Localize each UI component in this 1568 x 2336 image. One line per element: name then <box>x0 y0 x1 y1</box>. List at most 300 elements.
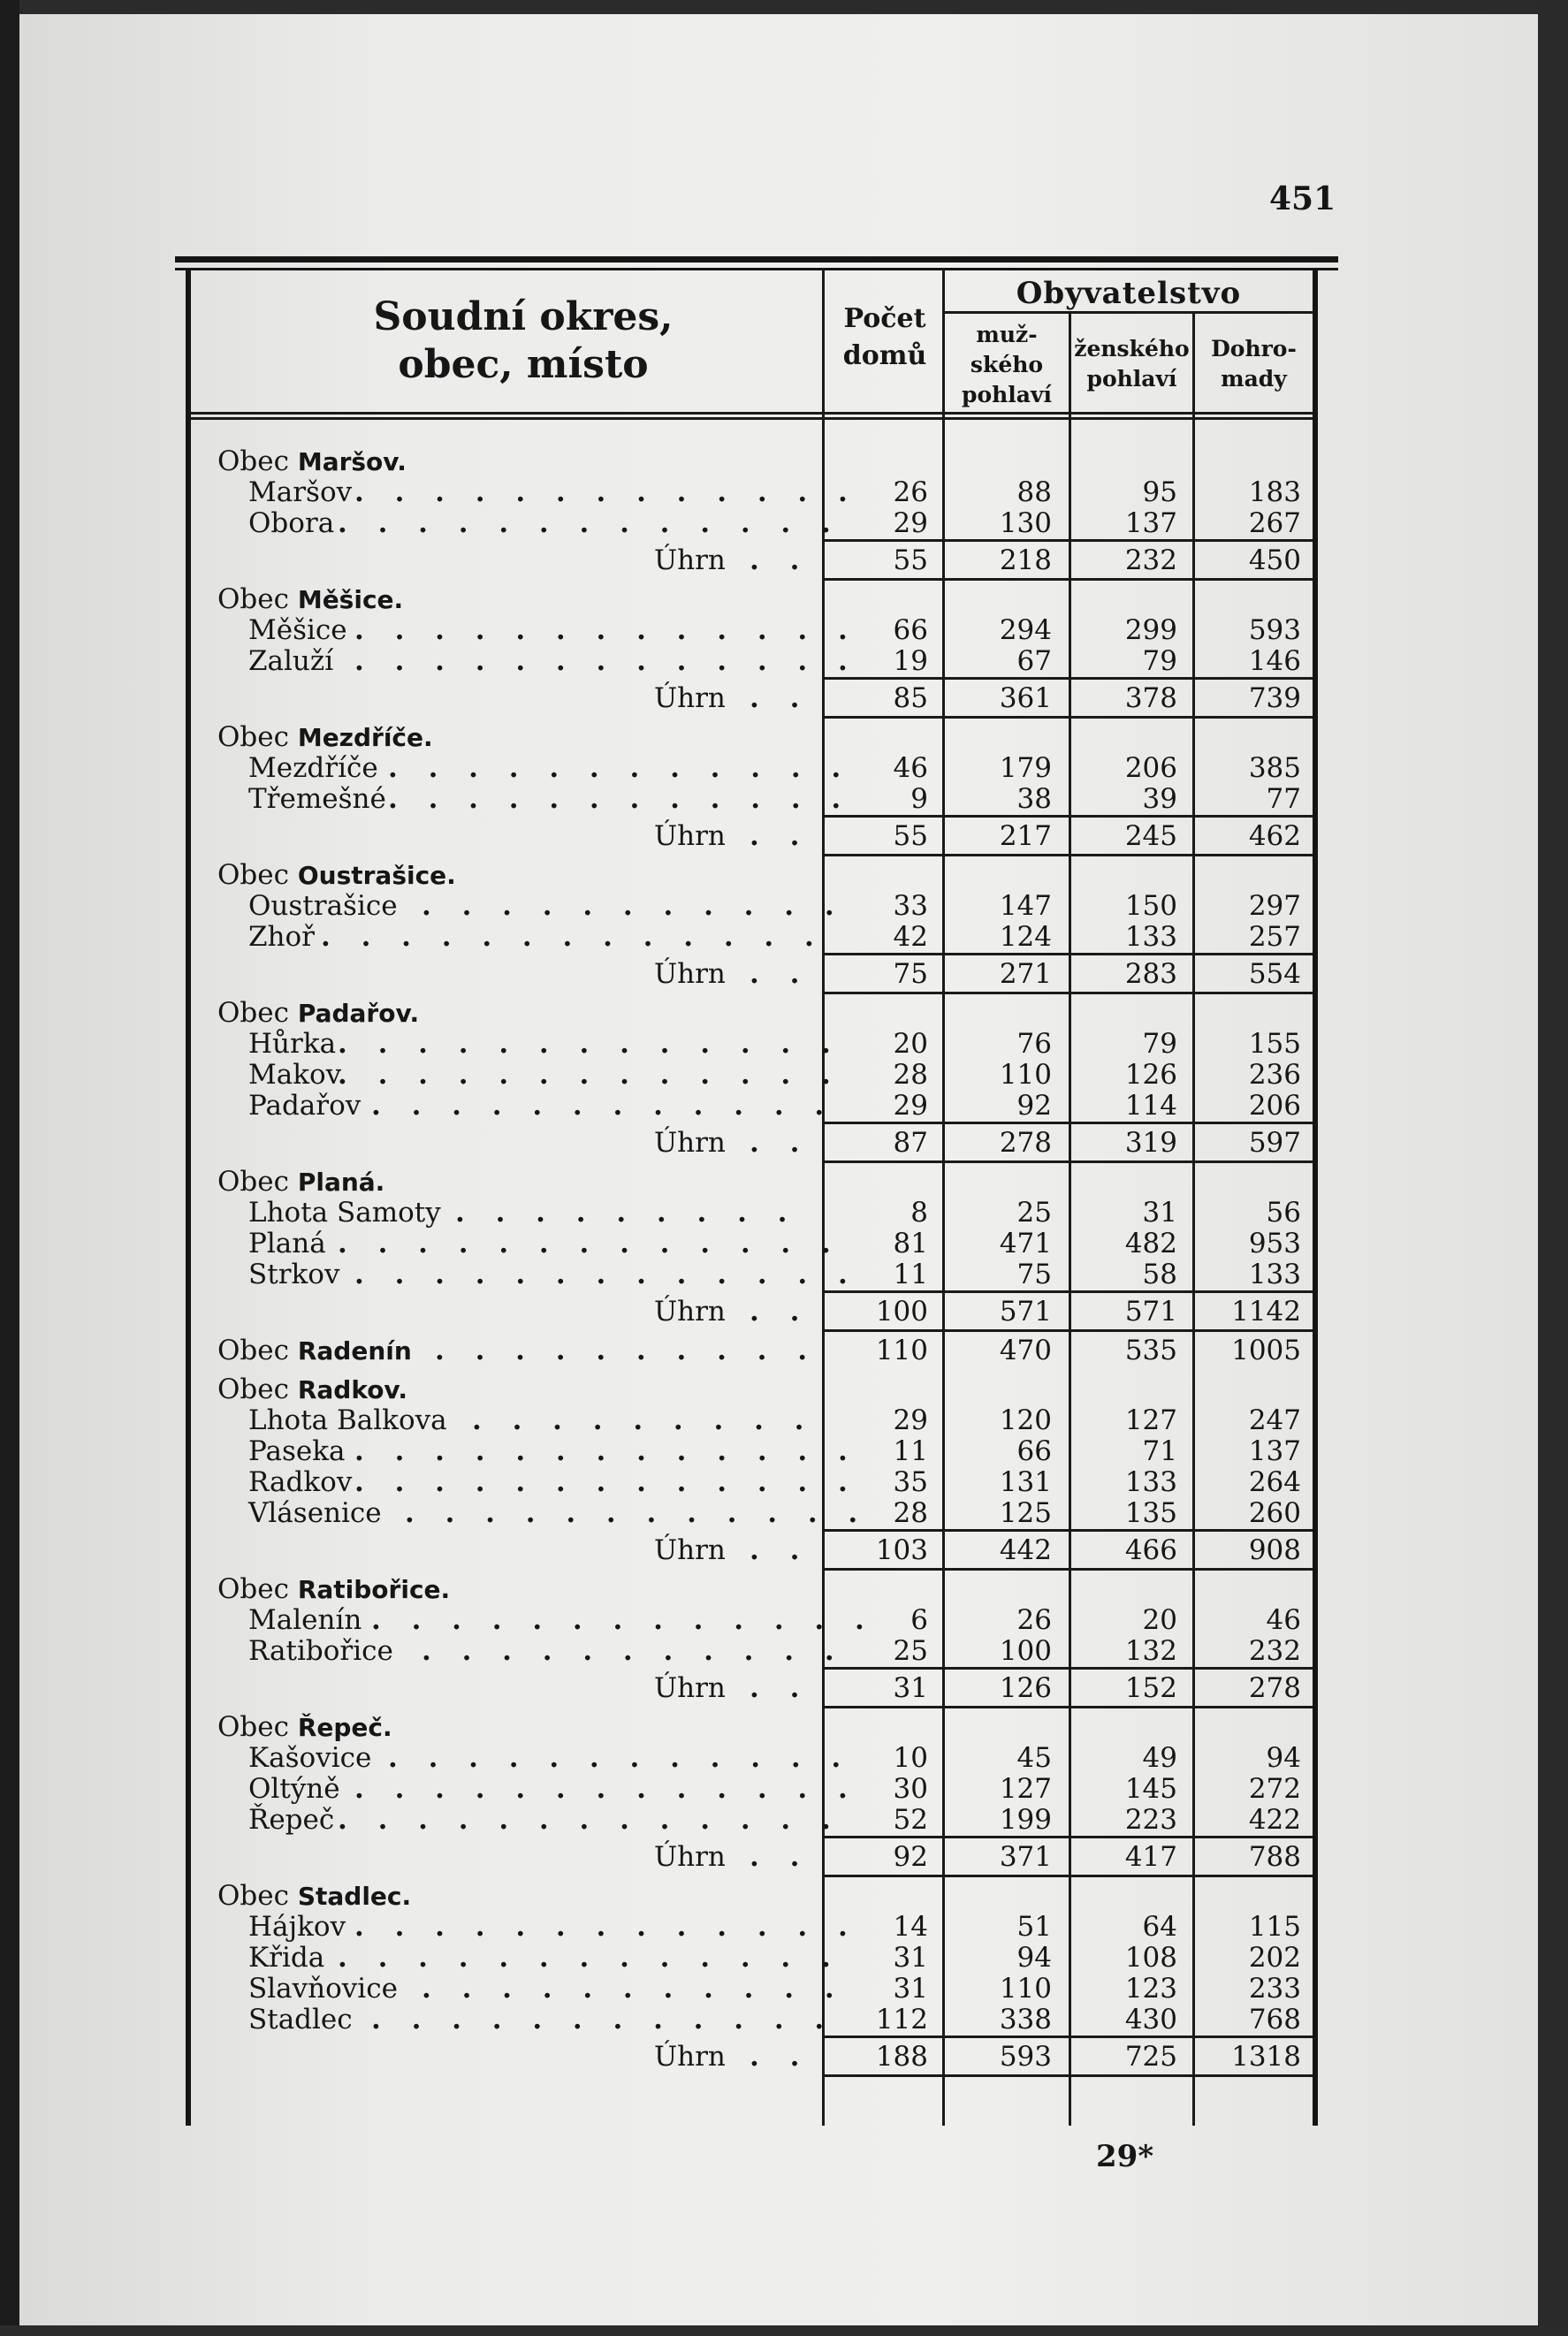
sum-row <box>0 1127 1568 1159</box>
leader-dots: . . . . . . . . . . . . <box>388 783 852 815</box>
leader-dots: . . . . . . . . . . . . . <box>354 476 858 508</box>
male-value: 217 <box>999 820 1052 852</box>
houses-value: 19 <box>893 645 928 677</box>
municipality-prefix: Obec <box>217 1573 289 1605</box>
leader-dots: . . <box>750 1534 811 1566</box>
male-value: 147 <box>999 890 1052 922</box>
houses-value: 29 <box>893 1090 928 1122</box>
sum-row <box>0 1841 1568 1873</box>
female-value: 571 <box>1124 1296 1177 1328</box>
male-value: 131 <box>999 1466 1052 1498</box>
houses-value: 28 <box>893 1059 928 1091</box>
place-name: Paseka <box>248 1435 346 1467</box>
male-value: 75 <box>1016 1259 1052 1290</box>
total-value: 1142 <box>1231 1296 1301 1328</box>
male-value: 66 <box>1016 1435 1052 1467</box>
leader-dots: . . . . . . . . . . . <box>422 1973 845 2005</box>
female-value: 150 <box>1124 890 1177 922</box>
sum-rule-bottom <box>825 1568 1313 1571</box>
leader-dots: . . . . . . . . . . . . . <box>338 1228 841 1259</box>
municipality-row <box>0 1880 1568 1912</box>
header-houses <box>825 301 945 375</box>
houses-value: 100 <box>875 1296 928 1328</box>
female-value: 114 <box>1124 1090 1177 1122</box>
total-value: 788 <box>1248 1841 1301 1873</box>
sum-rule-bottom <box>825 1160 1313 1163</box>
total-value: 146 <box>1248 645 1301 677</box>
municipality-label <box>217 1373 407 1406</box>
place-name: Planá <box>248 1228 326 1259</box>
header-total <box>1195 334 1313 394</box>
table-row <box>0 1028 1568 1060</box>
place-name: Makov <box>248 1059 342 1091</box>
place-name: Strkov <box>248 1259 340 1290</box>
table-row <box>0 1228 1568 1259</box>
header-line: muž- <box>976 322 1038 347</box>
place-name: Oustrašice <box>248 890 398 922</box>
female-value: 232 <box>1124 544 1177 576</box>
male-value: 92 <box>1016 1090 1052 1122</box>
signature-mark: 29* <box>1096 2139 1154 2174</box>
table-row <box>0 1466 1568 1498</box>
sum-label: Úhrn <box>654 958 726 990</box>
houses-value: 103 <box>875 1534 928 1566</box>
municipality-name: Řepeč. <box>297 1713 392 1742</box>
houses-value: 66 <box>893 614 928 646</box>
table-row <box>0 1804 1568 1836</box>
houses-value: 112 <box>875 2004 928 2035</box>
sum-rule-bottom <box>825 578 1313 581</box>
houses-value: 188 <box>875 2041 928 2073</box>
municipality-prefix: Obec <box>217 721 289 753</box>
total-value: 77 <box>1266 783 1301 815</box>
houses-value: 75 <box>893 958 928 990</box>
total-value: 233 <box>1248 1973 1301 2005</box>
municipality-prefix: Obec <box>217 583 289 615</box>
table-row <box>0 645 1568 677</box>
houses-value: 28 <box>893 1497 928 1529</box>
sum-rule <box>825 1667 1313 1670</box>
municipality-label <box>217 997 419 1030</box>
female-value: 137 <box>1124 507 1177 539</box>
female-value: 79 <box>1142 1028 1177 1060</box>
municipality-row <box>0 445 1568 477</box>
sum-label: Úhrn <box>654 682 726 714</box>
place-name: Maršov <box>248 476 353 508</box>
place-name: Vlásenice <box>248 1497 382 1529</box>
place-name: Křida <box>248 1942 325 1974</box>
male-value: 94 <box>1016 1942 1052 1974</box>
houses-value: 55 <box>893 820 928 852</box>
municipality-name: Ratibořice. <box>297 1575 451 1604</box>
total-value: 260 <box>1248 1497 1301 1529</box>
municipality-label <box>217 583 403 616</box>
table-row <box>0 1942 1568 1974</box>
female-value: 133 <box>1124 921 1177 953</box>
table-row <box>0 1435 1568 1467</box>
female-value: 378 <box>1124 682 1177 714</box>
municipality-label <box>217 859 456 892</box>
leader-dots: . . <box>750 1127 811 1159</box>
table-row <box>0 2004 1568 2035</box>
sum-rule-bottom <box>825 854 1313 856</box>
male-value: 271 <box>999 958 1052 990</box>
sum-rule <box>825 2035 1313 2038</box>
municipality-prefix: Obec <box>217 1880 289 1912</box>
sum-label: Úhrn <box>654 820 726 852</box>
municipality-name: Oustrašice. <box>297 861 456 890</box>
municipality-name: Planá. <box>297 1168 385 1197</box>
houses-value: 6 <box>910 1604 928 1636</box>
table-row <box>0 783 1568 815</box>
sum-rule-bottom <box>825 992 1313 994</box>
leader-dots: . . . . . . . . . . <box>435 1335 818 1366</box>
header-line: Počet <box>843 303 926 334</box>
municipality-name: Padařov. <box>297 999 420 1028</box>
sum-rule-bottom <box>825 1875 1313 1877</box>
female-value: 126 <box>1124 1059 1177 1091</box>
leader-dots: . . . . . . . . . . . . . <box>354 1435 858 1467</box>
table-row <box>0 1742 1568 1774</box>
total-value: 115 <box>1248 1911 1301 1943</box>
place-name: Mezdříče <box>248 752 378 784</box>
place-name: Radkov <box>248 1466 353 1498</box>
sum-rule-bottom <box>825 1706 1313 1708</box>
municipality-prefix: Obec <box>217 1335 289 1366</box>
place-name: Ratibořice <box>248 1635 393 1667</box>
total-value: 247 <box>1248 1404 1301 1436</box>
sum-rule <box>825 1836 1313 1838</box>
houses-value: 29 <box>893 1404 928 1436</box>
leader-dots: . . <box>750 1841 811 1873</box>
municipality-prefix: Obec <box>217 997 289 1029</box>
male-value: 76 <box>1016 1028 1052 1060</box>
group-header-rule <box>942 311 1313 314</box>
houses-value: 87 <box>893 1127 928 1159</box>
total-value: 422 <box>1248 1804 1301 1836</box>
municipality-label <box>217 1573 450 1606</box>
total-value: 768 <box>1248 2004 1301 2035</box>
total-value: 297 <box>1248 890 1301 922</box>
municipality-prefix: Obec <box>217 859 289 891</box>
place-name: Měšice <box>248 614 347 646</box>
total-value: 450 <box>1248 544 1301 576</box>
male-value: 294 <box>999 614 1052 646</box>
houses-value: 26 <box>893 476 928 508</box>
female-value: 95 <box>1142 476 1177 508</box>
table-row <box>0 890 1568 922</box>
place-name: Zaluží <box>248 645 334 677</box>
municipality-row <box>0 1373 1568 1405</box>
header-population: Obyvatelstvo <box>1016 276 1242 311</box>
female-value: 152 <box>1124 1672 1177 1704</box>
header-district-place <box>232 293 815 389</box>
female-value: 417 <box>1124 1841 1177 1873</box>
table-row <box>0 507 1568 539</box>
houses-value: 14 <box>893 1911 928 1943</box>
houses-value: 85 <box>893 682 928 714</box>
municipality-name: Mezdříče. <box>297 723 433 752</box>
female-value: 466 <box>1124 1534 1177 1566</box>
table-row <box>0 752 1568 784</box>
table-row <box>0 1404 1568 1436</box>
houses-value: 35 <box>893 1466 928 1498</box>
leader-dots: . . . . . . . . . <box>472 1404 815 1436</box>
place-name: Stadlec <box>248 2004 353 2035</box>
sum-row <box>0 958 1568 990</box>
municipality-label <box>217 445 407 478</box>
municipality-name: Maršov. <box>297 447 407 476</box>
table-row <box>0 1259 1568 1290</box>
total-value: 206 <box>1248 1090 1301 1122</box>
male-value: 100 <box>999 1635 1052 1667</box>
sum-label: Úhrn <box>654 544 726 576</box>
male-value: 51 <box>1016 1911 1052 1943</box>
male-value: 110 <box>999 1973 1052 2005</box>
houses-value: 10 <box>893 1742 928 1774</box>
male-value: 67 <box>1016 645 1052 677</box>
total-value: 257 <box>1248 921 1301 953</box>
total-value: 278 <box>1248 1672 1301 1704</box>
leader-dots: . . . . . . . . . . . . <box>405 1497 869 1529</box>
houses-value: 92 <box>893 1841 928 1873</box>
total-value: 183 <box>1248 476 1301 508</box>
female-value: 64 <box>1142 1911 1177 1943</box>
female-value: 135 <box>1124 1497 1177 1529</box>
total-value: 554 <box>1248 958 1301 990</box>
sum-rule-bottom <box>825 2074 1313 2077</box>
leader-dots: . . . . . . . . . . . . <box>388 1742 852 1774</box>
male-value: 126 <box>999 1672 1052 1704</box>
male-value: 110 <box>999 1059 1052 1091</box>
municipality-name: Stadlec. <box>297 1882 412 1911</box>
total-value: 94 <box>1266 1742 1301 1774</box>
leader-dots: . . . . . . . . . . . <box>422 1635 845 1667</box>
houses-value: 46 <box>893 752 928 784</box>
header-line: ženského <box>1074 336 1190 361</box>
female-value: 482 <box>1124 1228 1177 1259</box>
male-value: 470 <box>999 1335 1052 1366</box>
place-name: Padařov <box>248 1090 362 1122</box>
total-value: 133 <box>1248 1259 1301 1290</box>
total-value: 155 <box>1248 1028 1301 1060</box>
sum-label: Úhrn <box>654 1534 726 1566</box>
male-value: 278 <box>999 1127 1052 1159</box>
female-value: 430 <box>1124 2004 1177 2035</box>
sum-label: Úhrn <box>654 1296 726 1328</box>
header-line: pohlaví <box>1086 366 1177 392</box>
leader-dots: . . <box>750 1672 811 1704</box>
place-name: Obora <box>248 507 335 539</box>
leader-dots: . . . . . . . . . . . . . <box>371 1604 875 1636</box>
total-value: 597 <box>1248 1127 1301 1159</box>
header-male <box>945 320 1069 410</box>
female-value: 725 <box>1124 2041 1177 2073</box>
male-value: 88 <box>1016 476 1052 508</box>
municipality-name: Měšice. <box>297 585 404 614</box>
sum-rule <box>825 1122 1313 1124</box>
houses-value: 81 <box>893 1228 928 1259</box>
sum-row <box>0 2041 1568 2073</box>
place-name: Hájkov <box>248 1911 346 1943</box>
total-value: 1318 <box>1231 2041 1301 2073</box>
female-value: 206 <box>1124 752 1177 784</box>
table-row <box>0 1773 1568 1805</box>
municipality-label <box>217 1711 392 1744</box>
place-name: Lhota Balkova <box>248 1404 447 1436</box>
houses-value: 11 <box>893 1259 928 1290</box>
table-row <box>0 614 1568 646</box>
female-value: 49 <box>1142 1742 1177 1774</box>
male-value: 471 <box>999 1228 1052 1259</box>
sum-row <box>0 682 1568 714</box>
total-value: 908 <box>1248 1534 1301 1566</box>
table-row <box>0 1911 1568 1943</box>
male-value: 124 <box>999 921 1052 953</box>
female-value: 31 <box>1142 1197 1177 1229</box>
leader-dots: . . . . . . . . . . . . . <box>354 645 858 677</box>
male-value: 130 <box>999 507 1052 539</box>
total-value: 739 <box>1248 682 1301 714</box>
total-value: 56 <box>1266 1197 1301 1229</box>
municipality-prefix: Obec <box>217 445 289 477</box>
male-value: 361 <box>999 682 1052 714</box>
municipality-label <box>217 1880 411 1913</box>
municipality-row <box>0 859 1568 891</box>
female-value: 20 <box>1142 1604 1177 1636</box>
sum-label: Úhrn <box>654 1127 726 1159</box>
leader-dots: . . <box>750 958 811 990</box>
table-row <box>0 1604 1568 1636</box>
sum-label: Úhrn <box>654 1841 726 1873</box>
leader-dots: . . . . . . . . . . . <box>422 890 845 922</box>
female-value: 71 <box>1142 1435 1177 1467</box>
municipality-label <box>217 721 433 754</box>
female-value: 108 <box>1124 1942 1177 1974</box>
leader-dots: . . <box>750 1296 811 1328</box>
male-value: 571 <box>999 1296 1052 1328</box>
total-value: 385 <box>1248 752 1301 784</box>
male-value: 179 <box>999 752 1052 784</box>
male-value: 338 <box>999 2004 1052 2035</box>
female-value: 39 <box>1142 783 1177 815</box>
municipality-row <box>0 1573 1568 1605</box>
municipality-row <box>0 1166 1568 1198</box>
male-value: 127 <box>999 1773 1052 1805</box>
houses-value: 31 <box>893 1672 928 1704</box>
header-line: ského <box>970 352 1044 377</box>
header-line: Dohro- <box>1211 336 1297 361</box>
leader-dots: . . . . . . . . . . . . . <box>354 1911 858 1943</box>
female-value: 223 <box>1124 1804 1177 1836</box>
total-value: 46 <box>1266 1604 1301 1636</box>
houses-value: 29 <box>893 507 928 539</box>
female-value: 283 <box>1124 958 1177 990</box>
municipality-prefix: Obec <box>217 1711 289 1743</box>
leader-dots: . . . . . . . . . . . . . <box>338 507 841 539</box>
header-female <box>1071 334 1192 394</box>
male-value: 371 <box>999 1841 1052 1873</box>
page-number: 451 <box>1269 180 1336 217</box>
header-line: pohlaví <box>961 382 1053 407</box>
header-line: mady <box>1221 366 1287 392</box>
male-value: 120 <box>999 1404 1052 1436</box>
place-name: Hůrka <box>248 1028 337 1060</box>
female-value: 79 <box>1142 645 1177 677</box>
leader-dots: . . . . . . . . . . . . <box>371 1090 835 1122</box>
leader-dots: . . . . . . . . . . . . . <box>338 1804 841 1836</box>
sum-label: Úhrn <box>654 2041 726 2073</box>
sum-rule-bottom <box>825 716 1313 719</box>
houses-value: 20 <box>893 1028 928 1060</box>
municipality-prefix: Obec <box>217 1166 289 1198</box>
sum-rule <box>825 539 1313 542</box>
houses-value: 42 <box>893 921 928 953</box>
leader-dots: . . <box>750 820 811 852</box>
male-value: 26 <box>1016 1604 1052 1636</box>
leader-dots: . . . . . . . . . . . . . <box>354 1773 858 1805</box>
female-value: 245 <box>1124 820 1177 852</box>
place-name: Zhoř <box>248 921 315 953</box>
table-row <box>0 1973 1568 2005</box>
total-value: 1005 <box>1231 1335 1301 1366</box>
table-row <box>0 1635 1568 1667</box>
leader-dots: . . . . . . . . . . . . . <box>354 1466 858 1498</box>
municipality-name: Radenín <box>297 1336 412 1366</box>
sum-rule <box>825 677 1313 680</box>
place-name: Řepeč <box>248 1804 335 1836</box>
table-row <box>0 921 1568 953</box>
scan-edge-bottom <box>0 2325 1568 2336</box>
total-value: 236 <box>1248 1059 1301 1091</box>
houses-value: 31 <box>893 1942 928 1974</box>
houses-value: 31 <box>893 1973 928 2005</box>
place-name: Oltýně <box>248 1773 340 1805</box>
leader-dots: . . . . . . . . . <box>455 1197 798 1229</box>
table-row <box>0 1497 1568 1529</box>
male-value: 25 <box>1016 1197 1052 1229</box>
sum-row <box>0 544 1568 576</box>
male-value: 218 <box>999 544 1052 576</box>
leader-dots: . . . . . . . . . . . . . <box>338 1059 841 1091</box>
leader-dots: . . . . . . . . . . . . . <box>338 1942 841 1974</box>
female-value: 299 <box>1124 614 1177 646</box>
municipality-row <box>0 1335 1568 1366</box>
male-value: 593 <box>999 2041 1052 2073</box>
municipality-label <box>217 1335 412 1367</box>
sum-rule <box>825 953 1313 955</box>
total-value: 137 <box>1248 1435 1301 1467</box>
houses-value: 25 <box>893 1635 928 1667</box>
table-row <box>0 1197 1568 1229</box>
header-line: Soudní okres, <box>373 294 674 339</box>
scan-edge-top <box>0 0 1568 14</box>
place-name: Malenín <box>248 1604 362 1636</box>
sum-rule-bottom <box>825 1329 1313 1332</box>
leader-dots: . . . . . . . . . . . . <box>371 2004 835 2035</box>
leader-dots: . . . . . . . . . . . . . <box>354 1259 858 1290</box>
leader-dots: . . <box>750 2041 811 2073</box>
houses-value: 110 <box>875 1335 928 1366</box>
female-value: 319 <box>1124 1127 1177 1159</box>
leader-dots: . . . . . . . . . . . . . <box>321 921 825 953</box>
header-bottom-rule <box>191 412 1313 415</box>
municipality-row <box>0 583 1568 615</box>
total-value: 593 <box>1248 614 1301 646</box>
total-value: 232 <box>1248 1635 1301 1667</box>
houses-value: 11 <box>893 1435 928 1467</box>
total-value: 953 <box>1248 1228 1301 1259</box>
